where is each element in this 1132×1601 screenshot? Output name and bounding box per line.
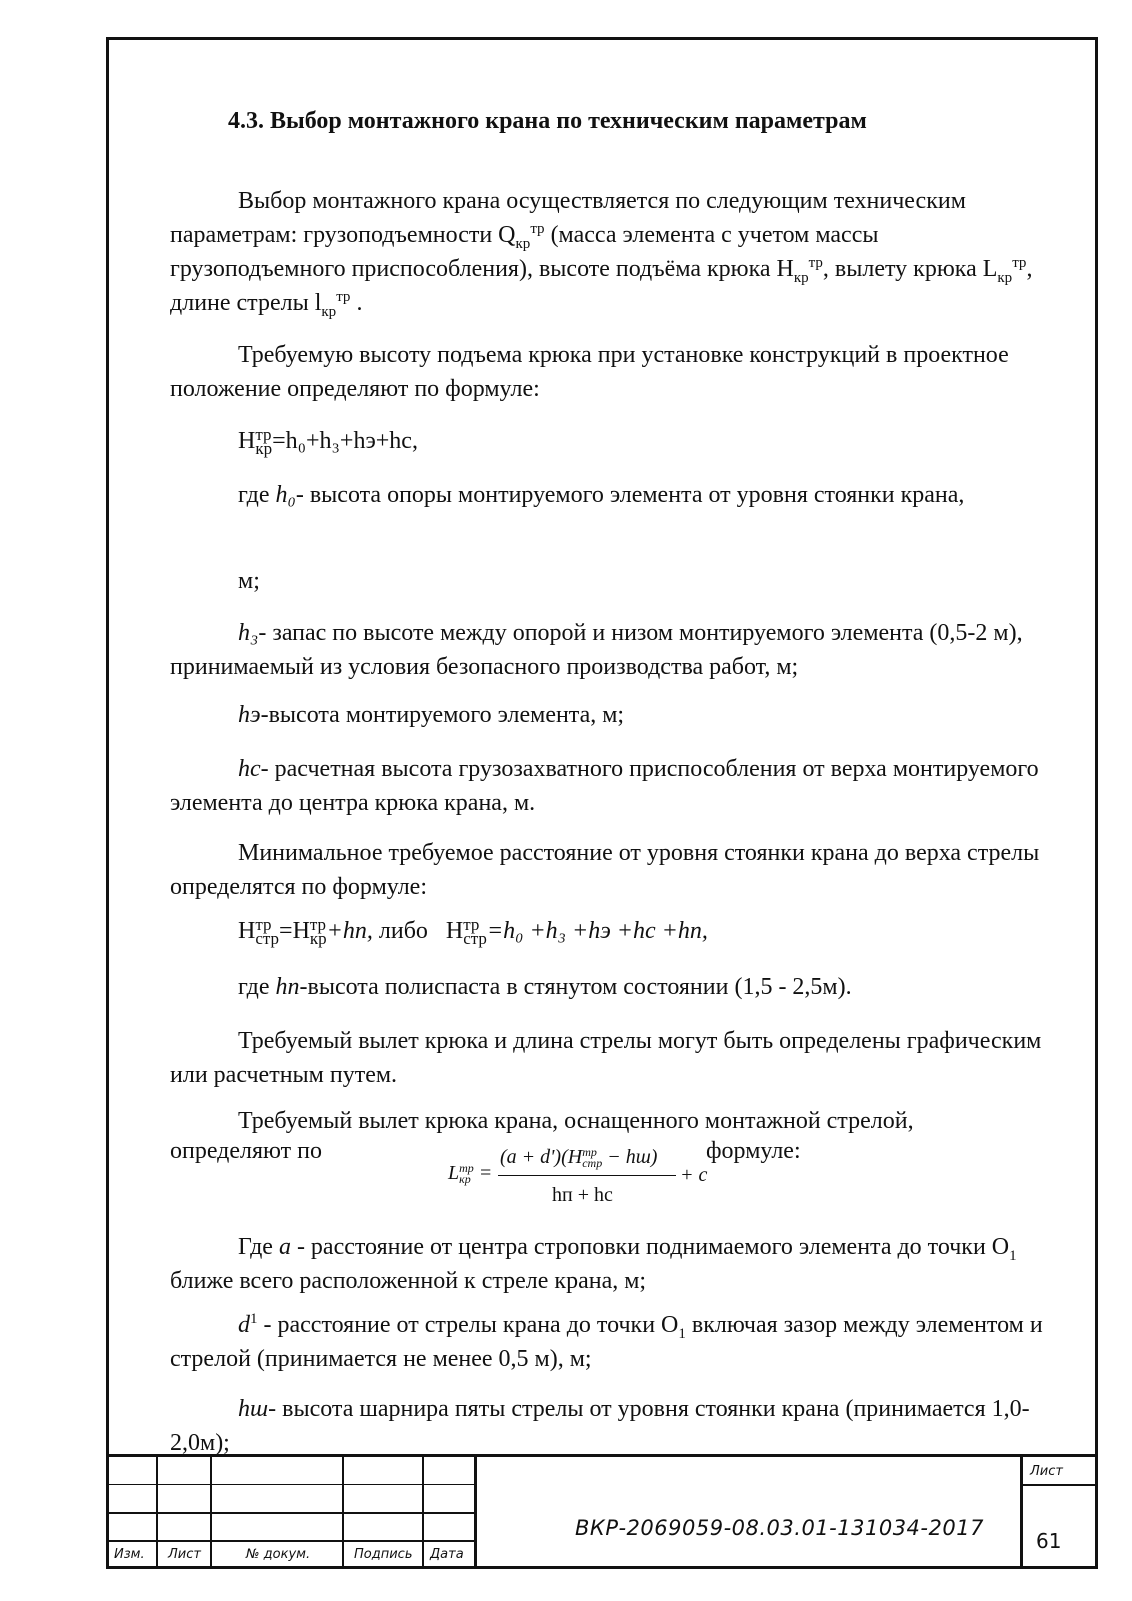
p1-sup-2: тр [808,255,823,271]
p1-text-b: (масса элемента с учетом массы грузоподъемного приспособления), высоте подъёма крюка Н [170,222,879,282]
paragraph-3 [170,478,1050,512]
stamp-list-label: Лист [168,1547,201,1562]
paragraph-6 [170,698,1050,732]
p3-var: h₀ [275,482,296,508]
p6-text: -высота монтируемого элемента, м; [260,702,625,728]
formula-fraction [448,1145,738,1228]
p12-text-c: ближе всего расположенной к стреле крана, м; [170,1268,647,1294]
stamp-doc-label: № докум. [246,1547,311,1562]
fraction-lhs-sup: тр [459,1161,474,1176]
fraction-lhs-sub: кр [459,1172,471,1187]
p1-sup-3: тр [1012,255,1027,271]
paragraph-9 [170,970,1050,1004]
formula1-indices [255,425,273,459]
formula2-idx3 [463,915,487,949]
p5-text: - запас по высоте между опорой и низом монтируемого элемента (0,5-2 м), принимаемый из условия безопасного производства работ, м; [170,620,1023,680]
p13-sub: 1 [678,1325,686,1342]
fraction-lhs-idx [459,1163,474,1185]
p14-var: hш [238,1396,269,1422]
paragraph-1 [170,184,1050,320]
fraction-num-text: (a + d')(H [500,1146,583,1168]
stamp-hline-sheet [1020,1484,1098,1486]
p1-sub: кр [515,235,531,252]
p1-text-a: Выбор монтажного крана осуществляется по следующим техническим параметрам: грузоподъемности Q [170,188,966,248]
stamp-top-line [106,1454,1098,1457]
paragraph-4: м; [238,568,260,594]
stamp-hline-2 [106,1512,474,1514]
stamp-izm-label: Изм. [114,1547,145,1562]
p1-text-d: , длине стрелы l [170,256,1033,316]
p14-text: - высота шарнира пяты стрелы от уровня стоянки крана (принимается 1,0-2,0м); [170,1396,1030,1456]
formula2-or: либо [372,918,434,944]
p13-var: d [238,1312,250,1338]
formula2-idx1 [255,915,280,949]
p3-prefix: где [238,482,276,508]
formula2-sup3: тр [463,915,480,935]
paragraph-5 [170,616,1050,684]
formula1-h: Н [238,428,256,454]
p1-sub-4: кр [321,303,337,320]
p12-sub: 1 [1009,1247,1017,1264]
formula1-sub: кр [255,439,273,459]
formula2-sub3: стр [463,929,487,949]
fraction-num-sup: тр [582,1145,597,1160]
fraction-lhs-l: L [448,1162,460,1184]
formula-2 [238,914,1118,948]
fraction-tail: + c [680,1164,708,1186]
stamp-vline-6 [1020,1456,1023,1569]
formula2-sup2: тр [309,915,327,935]
p13-text-c: включая зазор между элементом и стрелой (принимается не менее 0,5 м), м; [170,1312,1043,1372]
p13-sup: 1 [250,1311,258,1327]
paragraph-2: Требуемую высоту подъема крюка при установке конструкций в проектное положение определяют по формуле: [170,342,1009,402]
paragraph-11-line2-right: формуле: [706,1138,801,1164]
formula2-h2: Н [445,918,464,944]
paragraph-14 [170,1392,1050,1460]
fraction-bar [498,1175,676,1176]
p13-text-b: - расстояние от стрелы крана до точки O [257,1312,679,1338]
formula2-rest: =h₀ +h₃ +hэ +hс +hп, [486,918,708,944]
document-number: ВКР-2069059-08.03.01-131034-2017 [575,1516,984,1540]
p9-prefix: где [238,974,276,1000]
p5-var: h₃ [238,620,259,646]
p9-text: -высота полиспаста в стянутом состоянии (1,5 - 2,5м). [299,974,852,1000]
stamp-sign-label: Подпись [354,1547,413,1562]
sheet-number: 61 [1036,1529,1062,1553]
paragraph-11-line1: Требуемый вылет крюка крана, оснащенного монтажной стрелой, [238,1108,914,1134]
paragraph-8: Минимальное требуемое расстояние от уровня стоянки крана до верха стрелы определятся по формуле: [170,840,1040,900]
p12-prefix: Где [238,1234,279,1260]
stamp-date-label: Дата [430,1547,464,1562]
p1-text-e: . [350,290,363,316]
formula2-sub2: кр [309,929,327,949]
fraction-num-sub: стр [582,1156,603,1171]
fraction-num-rest: − hш) [602,1146,658,1168]
paragraph-10: Требуемый вылет крюка и длина стрелы могут быть определены графическим или расчетным путем. [170,1028,1042,1088]
p12-text-b: - расстояние от центра строповки поднимаемого элемента до точки O [290,1234,1010,1260]
fraction-lhs: L тр кр = [448,1161,493,1187]
formula1-rest: =h₀+h₃+hэ+hс, [272,428,418,454]
formula2-h1: Н [238,918,256,944]
p1-sup-4: тр [336,289,351,305]
p1-text-c: , вылету крюка L [822,256,998,282]
p6-var: hэ [238,702,261,728]
p1-sub-3: кр [997,269,1013,286]
paragraph-13 [170,1308,1050,1376]
formula2-sup1: тр [255,915,272,935]
section-title: 4.3. Выбор монтажного крана по техническим параметрам [228,108,867,134]
stamp-hline-3 [106,1540,474,1542]
formula1-sup: тр [255,425,272,445]
formula-1 [238,424,1118,458]
fraction-denominator: hп + hс [552,1184,613,1206]
p3-text: - высота опоры монтируемого элемента от уровня стоянки крана, [295,482,965,508]
paragraph-7 [170,752,1050,820]
paragraph-11-line2-left: определяют по [170,1138,323,1164]
stamp-sheet-label: Лист [1030,1464,1063,1479]
formula2-idx2 [309,915,327,949]
fraction-num-idx [582,1147,602,1169]
p12-var: a [278,1234,291,1260]
paragraph-12 [170,1230,1050,1298]
p9-var: hп [275,974,300,1000]
p1-sup: тр [530,221,545,237]
formula2-sub1: стр [255,929,280,949]
stamp-hline-1 [106,1484,474,1485]
fraction-numerator [500,1146,657,1169]
formula2-eq1: =Н [279,918,310,944]
p7-var: hс [238,756,261,782]
stamp-vline-5 [474,1456,477,1569]
p1-sub-2: кр [793,269,809,286]
formula2-hn: +hп, [326,918,373,944]
p7-text: - расчетная высота грузозахватного приспособления от верха монтируемого элемента до центра крюка крана, м. [170,756,1039,816]
